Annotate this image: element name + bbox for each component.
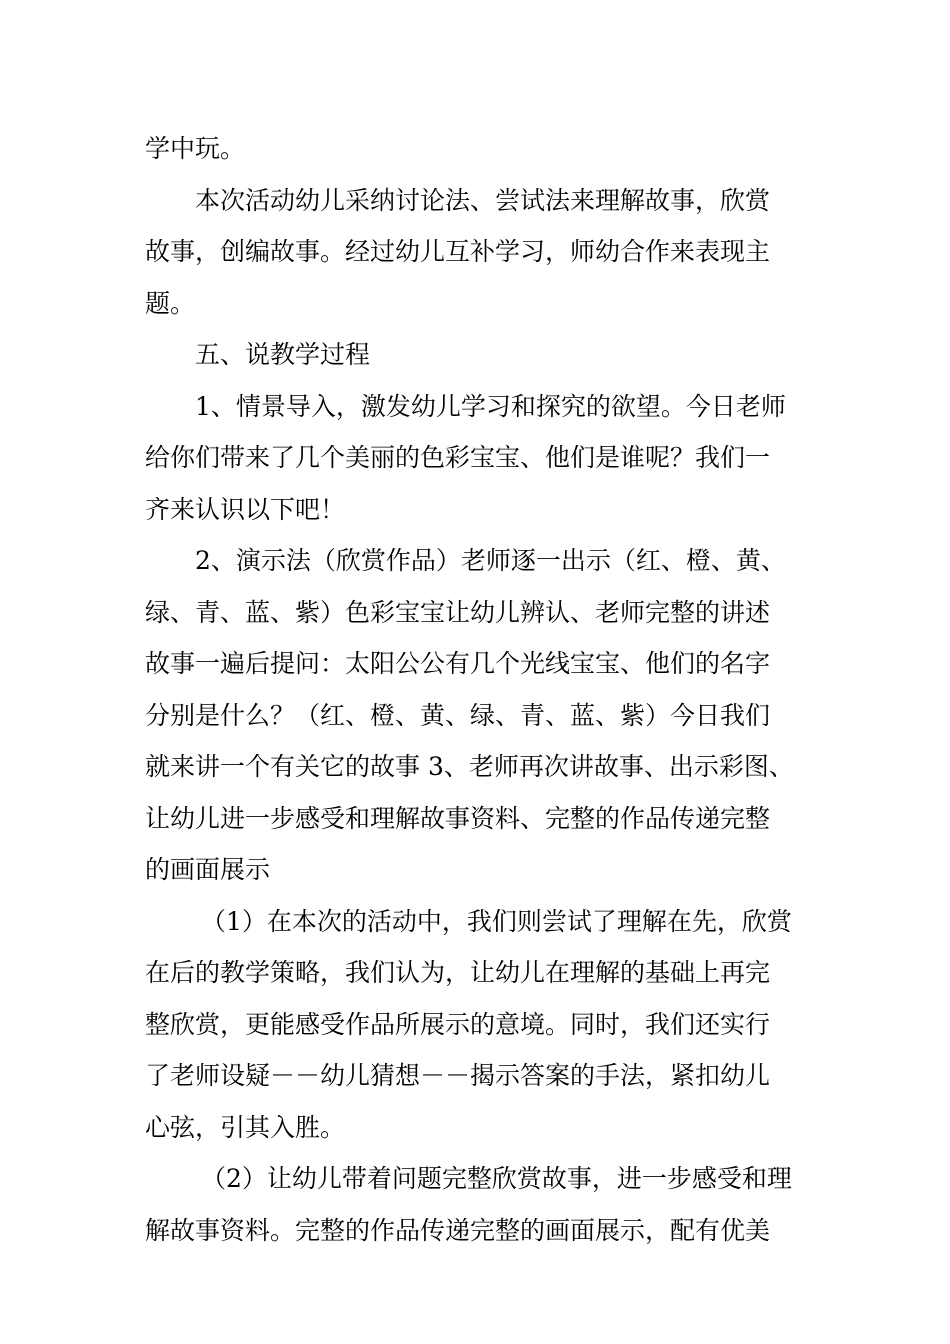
paragraph-first-line: （2）让幼儿带着问题完整欣赏故事，进一步感受和理 [201, 1164, 792, 1193]
text-line: 绿、青、蓝、紫）色彩宝宝让幼儿辨认、老师完整的讲述 [145, 597, 771, 627]
text-line: 就来讲一个有关它的故事 3、老师再次讲故事、出示彩图、 [145, 752, 794, 781]
text-line: 整欣赏，更能感受作品所展示的意境。同时，我们还实行 [145, 1009, 771, 1039]
paragraph-first-line: 2、演示法（欣赏作品）老师逐一出示（红、橙、黄、 [195, 546, 786, 575]
text-line: 题。 [145, 288, 196, 318]
paragraph-first-line: 1、情景导入，激发幼儿学习和探究的欲望。今日老师 [195, 391, 786, 421]
text-line: 了老师设疑－－幼儿猜想－－揭示答案的手法，紧扣幼儿 [145, 1061, 771, 1090]
text-line: 解故事资料。完整的作品传递完整的画面展示，配有优美 [145, 1215, 771, 1245]
text-line: 故事一遍后提问：太阳公公有几个光线宝宝、他们的名字 [145, 649, 771, 678]
text-line: 心弦，引其入胜。 [145, 1112, 346, 1142]
paragraph-first-line: 本次活动幼儿采纳讨论法、尝试法来理解故事，欣赏 [195, 185, 771, 215]
text-line: 在后的教学策略，我们认为，让幼儿在理解的基础上再完 [145, 958, 771, 987]
text-line: 分别是什么？（红、橙、黄、绿、青、蓝、紫）今日我们 [145, 700, 771, 730]
text-line: 故事，创编故事。经过幼儿互补学习，师幼合作来表现主 [145, 237, 771, 266]
paragraph-first-line: （1）在本次的活动中，我们则尝试了理解在先，欣赏 [201, 906, 792, 936]
text-line: 让幼儿进一步感受和理解故事资料、完整的作品传递完整 [145, 803, 771, 833]
section-heading: 五、说教学过程 [195, 340, 371, 369]
text-line: 学中玩。 [145, 134, 246, 163]
body-text [145, 123, 810, 1256]
text-line: 齐来认识以下吧！ [145, 494, 346, 524]
text-line: 给你们带来了几个美丽的色彩宝宝、他们是谁呢？我们一 [145, 443, 771, 472]
text-line: 的画面展示 [145, 855, 271, 884]
